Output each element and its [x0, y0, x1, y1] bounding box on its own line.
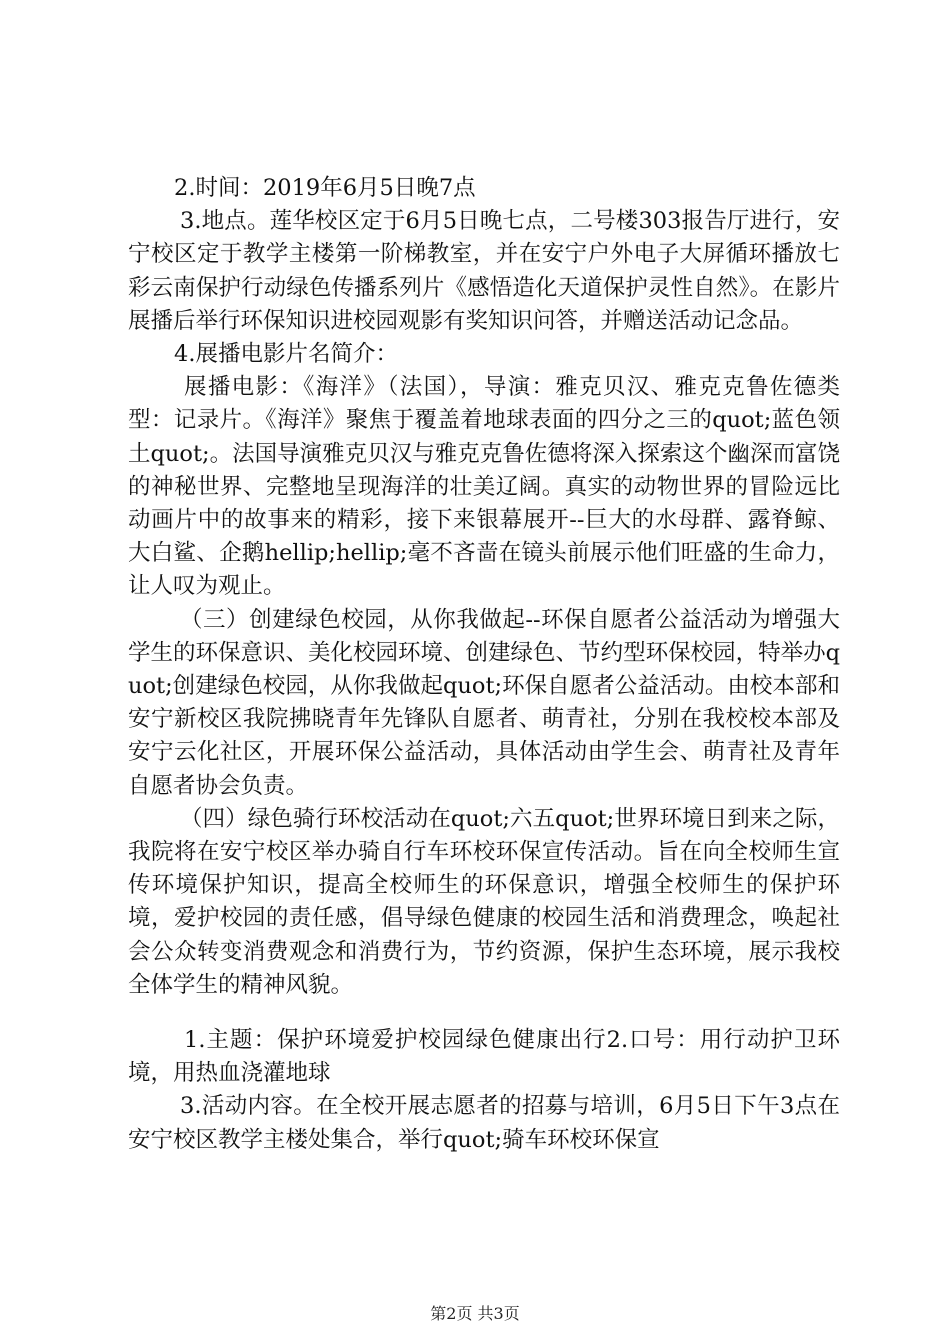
paragraph-location: 3.地点。莲华校区定于6月5日晚七点，二号楼303报告厅进行，安宁校区定于教学主楼第一阶梯教室，并在安宁户外电子大屏循环播放七彩云南保护行动绿色传播系列片《感悟造化天道保护灵性自然》。在影片展播后举行环保知识进校园观影有奖知识问答，并赠送活动记念品。 — [128, 208, 840, 334]
paragraph-green-campus: （三）创建绿色校园，从你我做起--环保自愿者公益活动为增强大学生的环保意识、美化校园环境、创建绿色、节约型环保校园，特举办quot;创建绿色校园，从你我做起quot;环保自愿者公益活动。由校本部和安宁新校区我院拂晓青年先锋队自愿者、萌青社，分别在我校校本部及安宁云化社区，开展环保公益活动，具体活动由学生会、萌青社及青年自愿者协会负责。 — [128, 606, 840, 799]
paragraph-film-intro-heading: 4.展播电影片名简介： — [174, 341, 398, 368]
paragraph-green-cycling: （四）绿色骑行环校活动在quot;六五quot;世界环境日到来之际，我院将在安宁校区举办骑自行车环校环保宣传活动。旨在向全校师生宣传环境保护知识，提高全校师生的环保意识，增强全校师生的保护环境，爱护校园的责任感，倡导绿色健康的校园生活和消费理念，唤起社会公众转变消费观念和消费行为，节约资源，保护生态环境，展示我校全体学生的精神风貌。 — [128, 805, 840, 998]
page-number-footer: 第2页 共3页 — [430, 1304, 520, 1323]
document-body — [128, 172, 840, 1157]
paragraph-activity-content: 3.活动内容。在全校开展志愿者的招募与培训，6月5日下午3点在安宁校区教学主楼处集合，举行quot;骑车环校环保宣 — [128, 1093, 840, 1153]
paragraph-time: 2.时间：2019年6月5日晚7点 — [174, 175, 476, 201]
paragraph-film-description: 展播电影：《海洋》（法国），导演：雅克贝汉、雅克克鲁佐德类型：记录片。《海洋》聚焦于覆盖着地球表面的四分之三的quot;蓝色领土quot;。法国导演雅克贝汉与雅克克鲁佐德将深入探索这个幽深而富饶的神秘世界、完整地呈现海洋的壮美辽阔。真实的动物世界的冒险远比动画片中的故事来的精彩，接下来银幕展开--巨大的水母群、露脊鲸、大白鲨、企鹅hellip;hellip;毫不吝啬在镜头前展示他们旺盛的生命力，让人叹为观止。 — [128, 374, 840, 600]
paragraph-theme-slogan: 1.主题：保护环境爱护校园绿色健康出行2.口号：用行动护卫环境，用热血浇灌地球 — [128, 1027, 840, 1087]
